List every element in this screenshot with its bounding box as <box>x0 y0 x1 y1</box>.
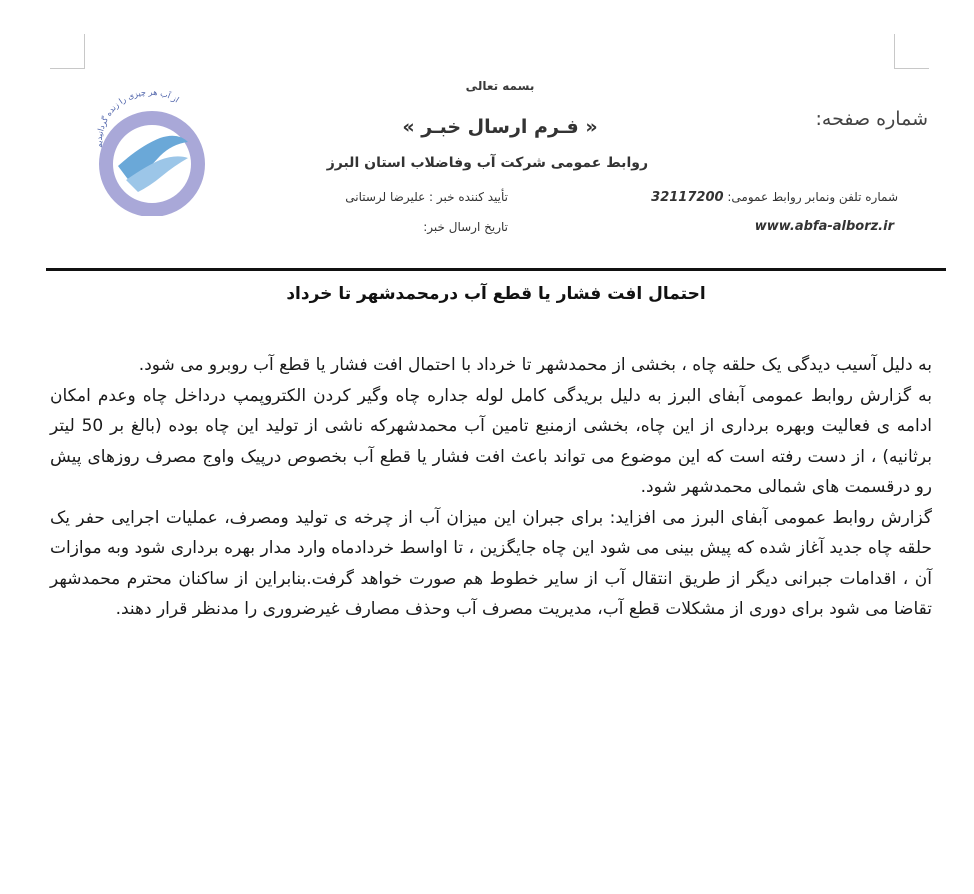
phone-label: شماره تلفن ونمابر روابط عمومی: <box>727 190 898 204</box>
phone-info <box>651 190 898 205</box>
page-number-label: شماره صفحه: <box>815 108 928 130</box>
approver: تأیید کننده خبر : علیرضا لرستانی <box>345 190 508 204</box>
header-divider <box>46 268 946 271</box>
bismillah: بسمه تعالی <box>465 79 535 93</box>
logo-slogan: از آب هر چیزی را زنده گردانیدیم <box>94 87 181 149</box>
company-logo <box>80 86 220 216</box>
website: www.abfa-alborz.ir <box>754 219 894 234</box>
paragraph: به گزارش روابط عمومی آبفای البرز به دلیل بریدگی کامل لوله جداره چاه وگیر کردن الکتروپمپ درداخل چاه وعدم امکان ادامه ی فعالیت وبهره برداری از این چاه، بخشی ازمنبع تامین آب محمدشهرکه ناشی از تولید این چاه بوده (بالغ بر 50 لیتر برثانیه) ، از دست رفته است که این موضوع می تواند باعث افت فشار یا قطع آب بخصوص درپیک واوج مصرف روزهای پیش رو درقسمت های شمالی محمدشهر شود. <box>50 385 932 497</box>
form-title: « فـرم ارسال خبـر » <box>402 116 598 138</box>
news-body <box>50 350 932 625</box>
news-headline: احتمال افت فشار یا قطع آب درمحمدشهر تا خرداد <box>286 284 706 304</box>
organization-name: روابط عمومی شرکت آب وفاضلاب استان البرز <box>326 155 648 171</box>
send-date-label: تاریخ ارسال خبر: <box>423 220 508 234</box>
paragraph: گزارش روابط عمومی آبفای البرز می افزاید: برای جبران این میزان آب از چرخه ی تولید ومصرف، عملیات اجرایی حفر یک حلقه چاه جدید آغاز شده که پیش بینی می شود این چاه جایگزین ، تا اواسط خردادماه وارد مدار بهره برداری شود وبه موازات آن ، اقدامات جبرانی دیگر از طریق انتقال آب از سایر خطوط هم صورت خواهد گرفت.بنابراین از ساکنان محترم محمدشهر تقاضا می شود برای دوری از مشکلات قطع آب، مدیریت مصرف آب وحذف مصارف غیرضروری را مدنظر قرار دهند. <box>50 507 932 619</box>
paragraph: به دلیل آسیب دیدگی یک حلقه چاه ، بخشی از محمدشهر تا خرداد با احتمال افت فشار یا قطع آب روبرو می شود. <box>138 355 932 375</box>
page-corner-mark-left <box>50 34 85 69</box>
page-corner-mark-right <box>894 34 929 69</box>
phone-number: 32117200 <box>651 190 724 205</box>
